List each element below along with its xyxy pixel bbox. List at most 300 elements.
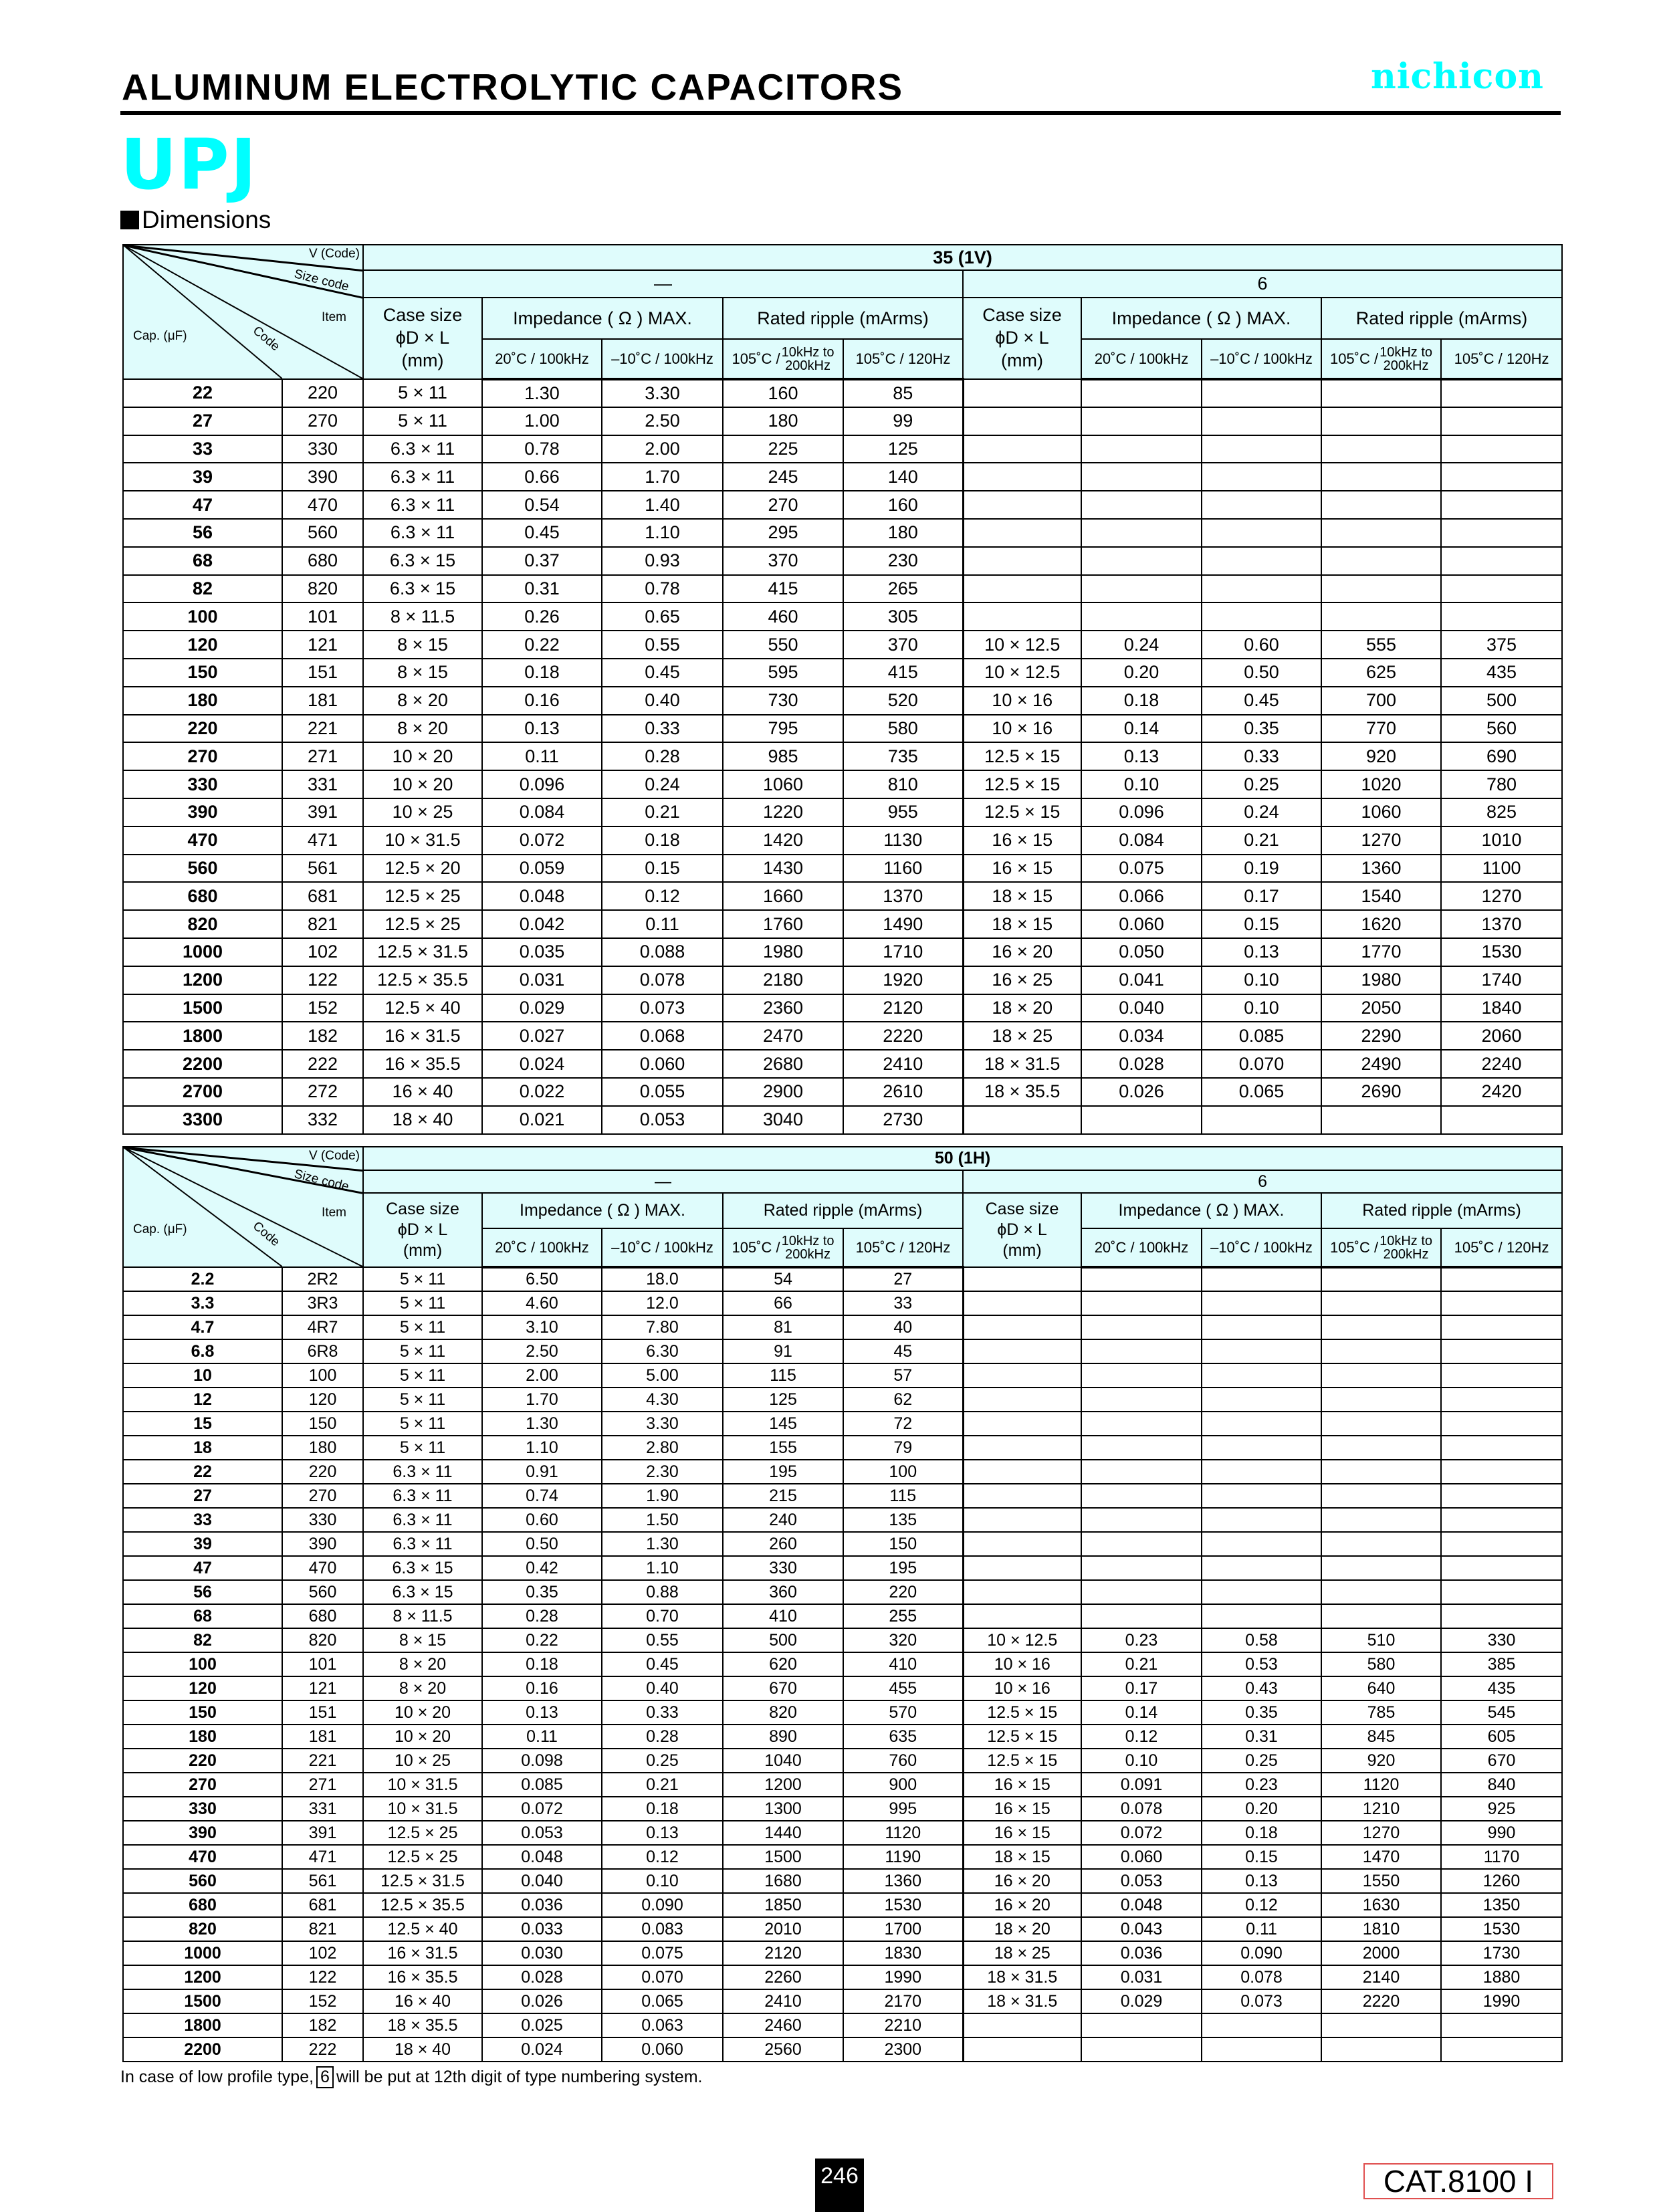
impedance-20c-low-profile: 0.096 bbox=[1081, 798, 1202, 826]
cap-code: 390 bbox=[282, 1532, 363, 1556]
case-size-low-profile: 16 × 15 bbox=[963, 1821, 1081, 1845]
ripple-120hz-low-profile bbox=[1441, 1106, 1562, 1134]
ripple-header: Rated ripple (mArms) bbox=[1321, 1193, 1562, 1228]
impedance-minus10c-low-profile bbox=[1202, 1604, 1321, 1628]
cap-value: 18 bbox=[123, 1436, 282, 1460]
ripple-120hz: 1120 bbox=[843, 1821, 963, 1845]
impedance-20c: 0.084 bbox=[482, 798, 602, 826]
cap-code: 391 bbox=[282, 1821, 363, 1845]
case-size: 6.3 × 11 bbox=[363, 1508, 482, 1532]
impedance-20c-low-profile: 0.078 bbox=[1081, 1797, 1202, 1821]
ripple-high-freq-low-profile: 1270 bbox=[1321, 826, 1441, 855]
impedance-20c-low-profile: 0.060 bbox=[1081, 910, 1202, 938]
table-row bbox=[123, 910, 1562, 938]
cap-code: 6R8 bbox=[282, 1339, 363, 1363]
ripple-120hz-header: 105˚C / 120Hz bbox=[1441, 1228, 1562, 1267]
impedance-20c: 0.60 bbox=[482, 1508, 602, 1532]
ripple-header: Rated ripple (mArms) bbox=[1321, 298, 1562, 339]
impedance-minus10c-low-profile: 0.20 bbox=[1202, 1797, 1321, 1821]
case-size-low-profile: 16 × 15 bbox=[963, 855, 1081, 883]
impedance-minus10c: 3.30 bbox=[602, 1412, 723, 1436]
ripple-120hz: 2220 bbox=[843, 1022, 963, 1050]
impedance-20c-low-profile bbox=[1081, 2037, 1202, 2062]
nichicon-logo: nichicon bbox=[1371, 56, 1544, 97]
case-size: 5 × 11 bbox=[363, 1315, 482, 1339]
impedance-20c: 0.072 bbox=[482, 1797, 602, 1821]
impedance-20c-low-profile bbox=[1081, 602, 1202, 631]
impedance-minus10c-low-profile bbox=[1202, 2013, 1321, 2037]
ripple-120hz-low-profile: 1370 bbox=[1441, 910, 1562, 938]
case-size-low-profile: 16 × 15 bbox=[963, 1797, 1081, 1821]
impedance-20c-low-profile bbox=[1081, 2013, 1202, 2037]
impedance-minus10c: 0.073 bbox=[602, 994, 723, 1022]
impedance-20c-low-profile: 0.053 bbox=[1081, 1869, 1202, 1893]
impedance-minus10c: 0.40 bbox=[602, 687, 723, 715]
impedance-minus10c: 1.70 bbox=[602, 463, 723, 491]
ripple-high-freq: 54 bbox=[723, 1267, 843, 1291]
ripple-120hz-low-profile bbox=[1441, 1339, 1562, 1363]
ripple-120hz: 180 bbox=[843, 519, 963, 547]
cap-value: 2200 bbox=[123, 2037, 282, 2062]
ripple-120hz-low-profile: 435 bbox=[1441, 659, 1562, 687]
ripple-120hz: 1160 bbox=[843, 855, 963, 883]
ripple-120hz-low-profile bbox=[1441, 1580, 1562, 1604]
ripple-high-freq: 2120 bbox=[723, 1941, 843, 1965]
ripple-120hz: 2610 bbox=[843, 1078, 963, 1106]
impedance-minus10c-low-profile bbox=[1202, 2037, 1321, 2062]
ripple-high-freq-low-profile: 1120 bbox=[1321, 1773, 1441, 1797]
ripple-120hz: 1130 bbox=[843, 826, 963, 855]
cap-value: 220 bbox=[123, 1749, 282, 1773]
cap-value: 39 bbox=[123, 1532, 282, 1556]
cap-code: 680 bbox=[282, 547, 363, 575]
impedance-minus10c-low-profile bbox=[1202, 1412, 1321, 1436]
v-code-label: V (Code) bbox=[308, 1149, 360, 1163]
cap-code: 681 bbox=[282, 1893, 363, 1917]
impedance-minus10c: 18.0 bbox=[602, 1267, 723, 1291]
table-row bbox=[123, 1700, 1562, 1725]
impedance-minus10c-low-profile bbox=[1202, 1484, 1321, 1508]
ripple-high-freq: 1850 bbox=[723, 1893, 843, 1917]
cap-value: 1500 bbox=[123, 994, 282, 1022]
ripple-120hz-header: 105˚C / 120Hz bbox=[843, 1228, 963, 1267]
impedance-minus10c: 0.088 bbox=[602, 938, 723, 966]
case-size: 8 × 15 bbox=[363, 631, 482, 659]
ripple-120hz-low-profile bbox=[1441, 2037, 1562, 2062]
ripple-120hz: 40 bbox=[843, 1315, 963, 1339]
cap-code: 120 bbox=[282, 1388, 363, 1412]
impedance-minus10c-low-profile: 0.17 bbox=[1202, 882, 1321, 910]
ripple-high-freq-low-profile bbox=[1321, 2013, 1441, 2037]
cap-code: 181 bbox=[282, 687, 363, 715]
cap-code: 182 bbox=[282, 2013, 363, 2037]
ripple-high-freq: 2180 bbox=[723, 966, 843, 994]
impedance-minus10c: 0.28 bbox=[602, 742, 723, 770]
dimension-label: ϕD × L bbox=[995, 328, 1049, 348]
case-size: 5 × 11 bbox=[363, 1363, 482, 1388]
ripple-high-freq: 890 bbox=[723, 1725, 843, 1749]
ripple-freq-top: 10kHz to bbox=[781, 1233, 835, 1248]
ripple-120hz-low-profile bbox=[1441, 1291, 1562, 1315]
document-title: ALUMINUM ELECTROLYTIC CAPACITORS bbox=[122, 66, 904, 108]
ripple-high-freq-low-profile bbox=[1321, 519, 1441, 547]
case-size-low-profile bbox=[963, 1315, 1081, 1339]
cap-value: 68 bbox=[123, 1604, 282, 1628]
ripple-120hz-low-profile: 1840 bbox=[1441, 994, 1562, 1022]
impedance-20c: 2.00 bbox=[482, 1363, 602, 1388]
table-row bbox=[123, 1773, 1562, 1797]
ripple-high-freq-low-profile bbox=[1321, 491, 1441, 519]
impedance-20c: 0.085 bbox=[482, 1773, 602, 1797]
table-row bbox=[123, 1845, 1562, 1869]
ripple-high-freq-low-profile: 1060 bbox=[1321, 798, 1441, 826]
case-size: 10 × 31.5 bbox=[363, 1797, 482, 1821]
ripple-120hz-low-profile: 925 bbox=[1441, 1797, 1562, 1821]
case-size-low-profile bbox=[963, 1556, 1081, 1580]
table-row bbox=[123, 742, 1562, 770]
impedance-minus10c-low-profile: 0.085 bbox=[1202, 1022, 1321, 1050]
cap-code: 332 bbox=[282, 1106, 363, 1134]
ripple-freq-bottom: 200kHz bbox=[1383, 1246, 1429, 1262]
ripple-120hz: 99 bbox=[843, 407, 963, 435]
impedance-minus10c: 1.50 bbox=[602, 1508, 723, 1532]
case-size-low-profile: 18 × 15 bbox=[963, 882, 1081, 910]
ripple-120hz: 1370 bbox=[843, 882, 963, 910]
ripple-120hz: 79 bbox=[843, 1436, 963, 1460]
case-size: 12.5 × 35.5 bbox=[363, 1893, 482, 1917]
table-row bbox=[123, 1106, 1562, 1134]
ripple-120hz: 2170 bbox=[843, 1989, 963, 2013]
cap-value: 270 bbox=[123, 1773, 282, 1797]
impedance-20c: 0.059 bbox=[482, 855, 602, 883]
size-code-label: Size code bbox=[292, 267, 350, 294]
impedance-20c-low-profile: 0.12 bbox=[1081, 1725, 1202, 1749]
cap-value: 22 bbox=[123, 1460, 282, 1484]
ripple-120hz-low-profile bbox=[1441, 1604, 1562, 1628]
table-row bbox=[123, 1291, 1562, 1315]
cap-code: 330 bbox=[282, 435, 363, 463]
impedance-20c: 0.16 bbox=[482, 1676, 602, 1700]
ripple-120hz-low-profile: 1530 bbox=[1441, 938, 1562, 966]
ripple-120hz-low-profile: 840 bbox=[1441, 1773, 1562, 1797]
ripple-temp-label: 105˚C / bbox=[732, 350, 780, 367]
case-size-low-profile: 18 × 20 bbox=[963, 1917, 1081, 1941]
impedance-20c-low-profile bbox=[1081, 575, 1202, 603]
cap-code: 821 bbox=[282, 910, 363, 938]
case-size-low-profile: 10 × 16 bbox=[963, 1652, 1081, 1676]
impedance-minus10c-low-profile bbox=[1202, 1339, 1321, 1363]
cap-value: 150 bbox=[123, 1700, 282, 1725]
size-code-standard: — bbox=[363, 1170, 963, 1193]
impedance-20c-low-profile: 0.17 bbox=[1081, 1676, 1202, 1700]
impedance-minus10c: 0.12 bbox=[602, 882, 723, 910]
ripple-120hz-low-profile: 2240 bbox=[1441, 1050, 1562, 1078]
impedance-minus10c: 0.075 bbox=[602, 1941, 723, 1965]
cap-code: 151 bbox=[282, 659, 363, 687]
impedance-20c: 0.26 bbox=[482, 602, 602, 631]
impedance-minus10c-low-profile: 0.065 bbox=[1202, 1078, 1321, 1106]
case-size: 12.5 × 40 bbox=[363, 1917, 482, 1941]
impedance-minus10c: 1.10 bbox=[602, 519, 723, 547]
impedance-minus10c: 0.070 bbox=[602, 1965, 723, 1989]
case-size: 16 × 31.5 bbox=[363, 1941, 482, 1965]
cap-value: 1200 bbox=[123, 1965, 282, 1989]
cap-code: 151 bbox=[282, 1700, 363, 1725]
ripple-high-freq-low-profile bbox=[1321, 2037, 1441, 2062]
ripple-120hz-low-profile bbox=[1441, 1267, 1562, 1291]
table-row bbox=[123, 1022, 1562, 1050]
unit-label: (mm) bbox=[401, 350, 444, 370]
cap-value: 120 bbox=[123, 631, 282, 659]
impedance-20c: 0.042 bbox=[482, 910, 602, 938]
ripple-high-freq: 1060 bbox=[723, 770, 843, 798]
table-row bbox=[123, 1508, 1562, 1532]
case-size-low-profile: 18 × 31.5 bbox=[963, 1989, 1081, 2013]
impedance-minus10c-header: –10˚C / 100kHz bbox=[602, 339, 723, 379]
impedance-20c: 0.030 bbox=[482, 1941, 602, 1965]
cap-value: 180 bbox=[123, 687, 282, 715]
cap-value: 470 bbox=[123, 1845, 282, 1869]
impedance-20c-low-profile: 0.048 bbox=[1081, 1893, 1202, 1917]
ripple-high-freq-low-profile bbox=[1321, 1339, 1441, 1363]
cap-code: 471 bbox=[282, 1845, 363, 1869]
ripple-120hz-low-profile: 1260 bbox=[1441, 1869, 1562, 1893]
impedance-minus10c: 0.65 bbox=[602, 602, 723, 631]
ripple-120hz-low-profile: 1170 bbox=[1441, 1845, 1562, 1869]
impedance-20c: 0.025 bbox=[482, 2013, 602, 2037]
impedance-20c: 0.040 bbox=[482, 1869, 602, 1893]
impedance-20c: 0.021 bbox=[482, 1106, 602, 1134]
impedance-20c-header: 20˚C / 100kHz bbox=[482, 339, 602, 379]
ripple-header: Rated ripple (mArms) bbox=[723, 1193, 963, 1228]
ripple-120hz-low-profile: 1990 bbox=[1441, 1989, 1562, 2013]
ripple-high-freq-low-profile: 785 bbox=[1321, 1700, 1441, 1725]
impedance-20c: 0.74 bbox=[482, 1484, 602, 1508]
dimensions-table-50v bbox=[122, 1146, 1563, 2062]
cap-code: 820 bbox=[282, 575, 363, 603]
ripple-120hz: 415 bbox=[843, 659, 963, 687]
ripple-120hz-low-profile: 2060 bbox=[1441, 1022, 1562, 1050]
case-size: 8 × 11.5 bbox=[363, 602, 482, 631]
case-size: 10 × 20 bbox=[363, 742, 482, 770]
ripple-120hz: 57 bbox=[843, 1363, 963, 1388]
case-size-label: Case size bbox=[985, 1199, 1059, 1218]
impedance-minus10c-low-profile: 0.31 bbox=[1202, 1725, 1321, 1749]
ripple-120hz-low-profile: 330 bbox=[1441, 1628, 1562, 1652]
ripple-high-freq-low-profile: 2220 bbox=[1321, 1989, 1441, 2013]
ripple-120hz-low-profile: 1880 bbox=[1441, 1965, 1562, 1989]
impedance-minus10c: 0.13 bbox=[602, 1821, 723, 1845]
impedance-20c-low-profile bbox=[1081, 491, 1202, 519]
ripple-120hz-low-profile bbox=[1441, 1460, 1562, 1484]
impedance-20c-low-profile: 0.10 bbox=[1081, 770, 1202, 798]
case-size-low-profile bbox=[963, 1267, 1081, 1291]
case-size: 18 × 40 bbox=[363, 1106, 482, 1134]
table-row bbox=[123, 2013, 1562, 2037]
impedance-20c-low-profile bbox=[1081, 407, 1202, 435]
ripple-high-freq-low-profile bbox=[1321, 1412, 1441, 1436]
ripple-120hz-low-profile: 780 bbox=[1441, 770, 1562, 798]
ripple-120hz: 72 bbox=[843, 1412, 963, 1436]
impedance-20c-low-profile bbox=[1081, 519, 1202, 547]
cap-value: 33 bbox=[123, 1508, 282, 1532]
ripple-high-freq-low-profile: 1210 bbox=[1321, 1797, 1441, 1821]
impedance-minus10c-low-profile: 0.078 bbox=[1202, 1965, 1321, 1989]
ripple-high-freq: 115 bbox=[723, 1363, 843, 1388]
cap-value: 1200 bbox=[123, 966, 282, 994]
ripple-120hz: 305 bbox=[843, 602, 963, 631]
table-row bbox=[123, 1267, 1562, 1291]
table-row bbox=[123, 1388, 1562, 1412]
cap-value: 180 bbox=[123, 1725, 282, 1749]
ripple-high-freq-low-profile: 920 bbox=[1321, 742, 1441, 770]
ripple-high-freq-low-profile: 1980 bbox=[1321, 966, 1441, 994]
ripple-high-freq: 295 bbox=[723, 519, 843, 547]
impedance-minus10c: 0.090 bbox=[602, 1893, 723, 1917]
ripple-120hz-low-profile: 1730 bbox=[1441, 1941, 1562, 1965]
impedance-minus10c: 1.30 bbox=[602, 1532, 723, 1556]
impedance-minus10c: 2.30 bbox=[602, 1460, 723, 1484]
item-label: Item bbox=[322, 1206, 346, 1220]
cap-code: 390 bbox=[282, 463, 363, 491]
ripple-freq-top: 10kHz to bbox=[781, 344, 835, 360]
case-size-low-profile: 18 × 15 bbox=[963, 1845, 1081, 1869]
ripple-high-freq-low-profile: 1810 bbox=[1321, 1917, 1441, 1941]
cap-value: 820 bbox=[123, 1917, 282, 1941]
dimension-label: ϕD × L bbox=[395, 328, 450, 348]
impedance-20c-low-profile: 0.031 bbox=[1081, 1965, 1202, 1989]
impedance-20c: 0.027 bbox=[482, 1022, 602, 1050]
impedance-minus10c: 0.45 bbox=[602, 1652, 723, 1676]
impedance-header: Impedance ( Ω ) MAX. bbox=[482, 1193, 723, 1228]
case-size-label: Case size bbox=[382, 305, 463, 326]
cap-value: 560 bbox=[123, 855, 282, 883]
impedance-20c: 1.70 bbox=[482, 1388, 602, 1412]
impedance-20c-low-profile: 0.084 bbox=[1081, 826, 1202, 855]
cap-code: 271 bbox=[282, 1773, 363, 1797]
cap-code: 4R7 bbox=[282, 1315, 363, 1339]
cap-value: 330 bbox=[123, 1797, 282, 1821]
impedance-20c-low-profile bbox=[1081, 547, 1202, 575]
case-size: 6.3 × 11 bbox=[363, 491, 482, 519]
ripple-high-freq: 330 bbox=[723, 1556, 843, 1580]
impedance-20c: 0.13 bbox=[482, 715, 602, 743]
case-size-low-profile: 12.5 × 15 bbox=[963, 798, 1081, 826]
ripple-high-freq: 370 bbox=[723, 547, 843, 575]
case-size-low-profile: 10 × 12.5 bbox=[963, 1628, 1081, 1652]
footnote-suffix: will be put at 12th digit of type numbering system. bbox=[336, 2068, 703, 2086]
table-row bbox=[123, 770, 1562, 798]
ripple-120hz-low-profile: 1100 bbox=[1441, 855, 1562, 883]
impedance-minus10c-low-profile: 0.53 bbox=[1202, 1652, 1321, 1676]
cap-value: 56 bbox=[123, 1580, 282, 1604]
impedance-minus10c: 0.15 bbox=[602, 855, 723, 883]
ripple-120hz: 150 bbox=[843, 1532, 963, 1556]
impedance-minus10c-header: –10˚C / 100kHz bbox=[1202, 339, 1321, 379]
case-size-low-profile bbox=[963, 547, 1081, 575]
impedance-20c-low-profile: 0.028 bbox=[1081, 1050, 1202, 1078]
case-size: 16 × 35.5 bbox=[363, 1050, 482, 1078]
ripple-high-freq-low-profile bbox=[1321, 1580, 1441, 1604]
ripple-high-freq-low-profile: 845 bbox=[1321, 1725, 1441, 1749]
impedance-minus10c: 1.90 bbox=[602, 1484, 723, 1508]
cap-value: 1000 bbox=[123, 1941, 282, 1965]
ripple-high-freq-low-profile: 555 bbox=[1321, 631, 1441, 659]
impedance-20c-low-profile: 0.075 bbox=[1081, 855, 1202, 883]
ripple-120hz: 140 bbox=[843, 463, 963, 491]
cap-value: 100 bbox=[123, 602, 282, 631]
ripple-high-freq: 2470 bbox=[723, 1022, 843, 1050]
impedance-minus10c-low-profile: 0.11 bbox=[1202, 1917, 1321, 1941]
impedance-20c-low-profile: 0.060 bbox=[1081, 1845, 1202, 1869]
ripple-high-freq: 2410 bbox=[723, 1989, 843, 2013]
impedance-20c-low-profile bbox=[1081, 1556, 1202, 1580]
ripple-high-freq: 2010 bbox=[723, 1917, 843, 1941]
impedance-20c: 0.11 bbox=[482, 742, 602, 770]
ripple-120hz-low-profile: 2420 bbox=[1441, 1078, 1562, 1106]
ripple-high-freq-low-profile: 580 bbox=[1321, 1652, 1441, 1676]
case-size-header bbox=[963, 1193, 1081, 1267]
cap-code: 102 bbox=[282, 938, 363, 966]
impedance-minus10c: 0.21 bbox=[602, 798, 723, 826]
item-label: Item bbox=[322, 310, 346, 324]
ripple-high-freq-low-profile bbox=[1321, 1267, 1441, 1291]
ripple-high-freq: 2900 bbox=[723, 1078, 843, 1106]
cap-code: 222 bbox=[282, 2037, 363, 2062]
cap-code: 272 bbox=[282, 1078, 363, 1106]
case-size: 8 × 20 bbox=[363, 687, 482, 715]
case-size-low-profile: 10 × 12.5 bbox=[963, 631, 1081, 659]
impedance-minus10c-low-profile: 0.60 bbox=[1202, 631, 1321, 659]
voltage-header: 50 (1H) bbox=[363, 1147, 1562, 1170]
impedance-minus10c: 0.33 bbox=[602, 715, 723, 743]
cap-value: 1800 bbox=[123, 1022, 282, 1050]
ripple-high-freq: 1040 bbox=[723, 1749, 843, 1773]
impedance-minus10c: 6.30 bbox=[602, 1339, 723, 1363]
impedance-20c: 0.024 bbox=[482, 1050, 602, 1078]
impedance-minus10c: 0.55 bbox=[602, 1628, 723, 1652]
cap-code: 122 bbox=[282, 966, 363, 994]
impedance-20c-low-profile: 0.21 bbox=[1081, 1652, 1202, 1676]
cap-code: 470 bbox=[282, 491, 363, 519]
ripple-120hz-header: 105˚C / 120Hz bbox=[1441, 339, 1562, 379]
impedance-minus10c-low-profile: 0.50 bbox=[1202, 659, 1321, 687]
ripple-high-freq: 1500 bbox=[723, 1845, 843, 1869]
case-size-low-profile bbox=[963, 1412, 1081, 1436]
impedance-minus10c-low-profile bbox=[1202, 1460, 1321, 1484]
ripple-high-freq: 730 bbox=[723, 687, 843, 715]
case-size: 6.3 × 15 bbox=[363, 575, 482, 603]
case-size: 5 × 11 bbox=[363, 1267, 482, 1291]
table-row bbox=[123, 798, 1562, 826]
ripple-120hz-low-profile bbox=[1441, 519, 1562, 547]
case-size-low-profile: 10 × 16 bbox=[963, 687, 1081, 715]
table-row bbox=[123, 463, 1562, 491]
impedance-header: Impedance ( Ω ) MAX. bbox=[482, 298, 723, 339]
cap-code: 560 bbox=[282, 1580, 363, 1604]
ripple-high-freq-low-profile: 2690 bbox=[1321, 1078, 1441, 1106]
ripple-high-freq: 460 bbox=[723, 602, 843, 631]
impedance-20c-low-profile bbox=[1081, 1106, 1202, 1134]
ripple-high-freq: 91 bbox=[723, 1339, 843, 1363]
impedance-minus10c: 0.93 bbox=[602, 547, 723, 575]
case-size-low-profile bbox=[963, 1339, 1081, 1363]
ripple-high-freq: 260 bbox=[723, 1532, 843, 1556]
ripple-high-freq: 1200 bbox=[723, 1773, 843, 1797]
ripple-high-freq-header bbox=[723, 339, 843, 379]
cap-value: 270 bbox=[123, 742, 282, 770]
ripple-high-freq-low-profile bbox=[1321, 1291, 1441, 1315]
